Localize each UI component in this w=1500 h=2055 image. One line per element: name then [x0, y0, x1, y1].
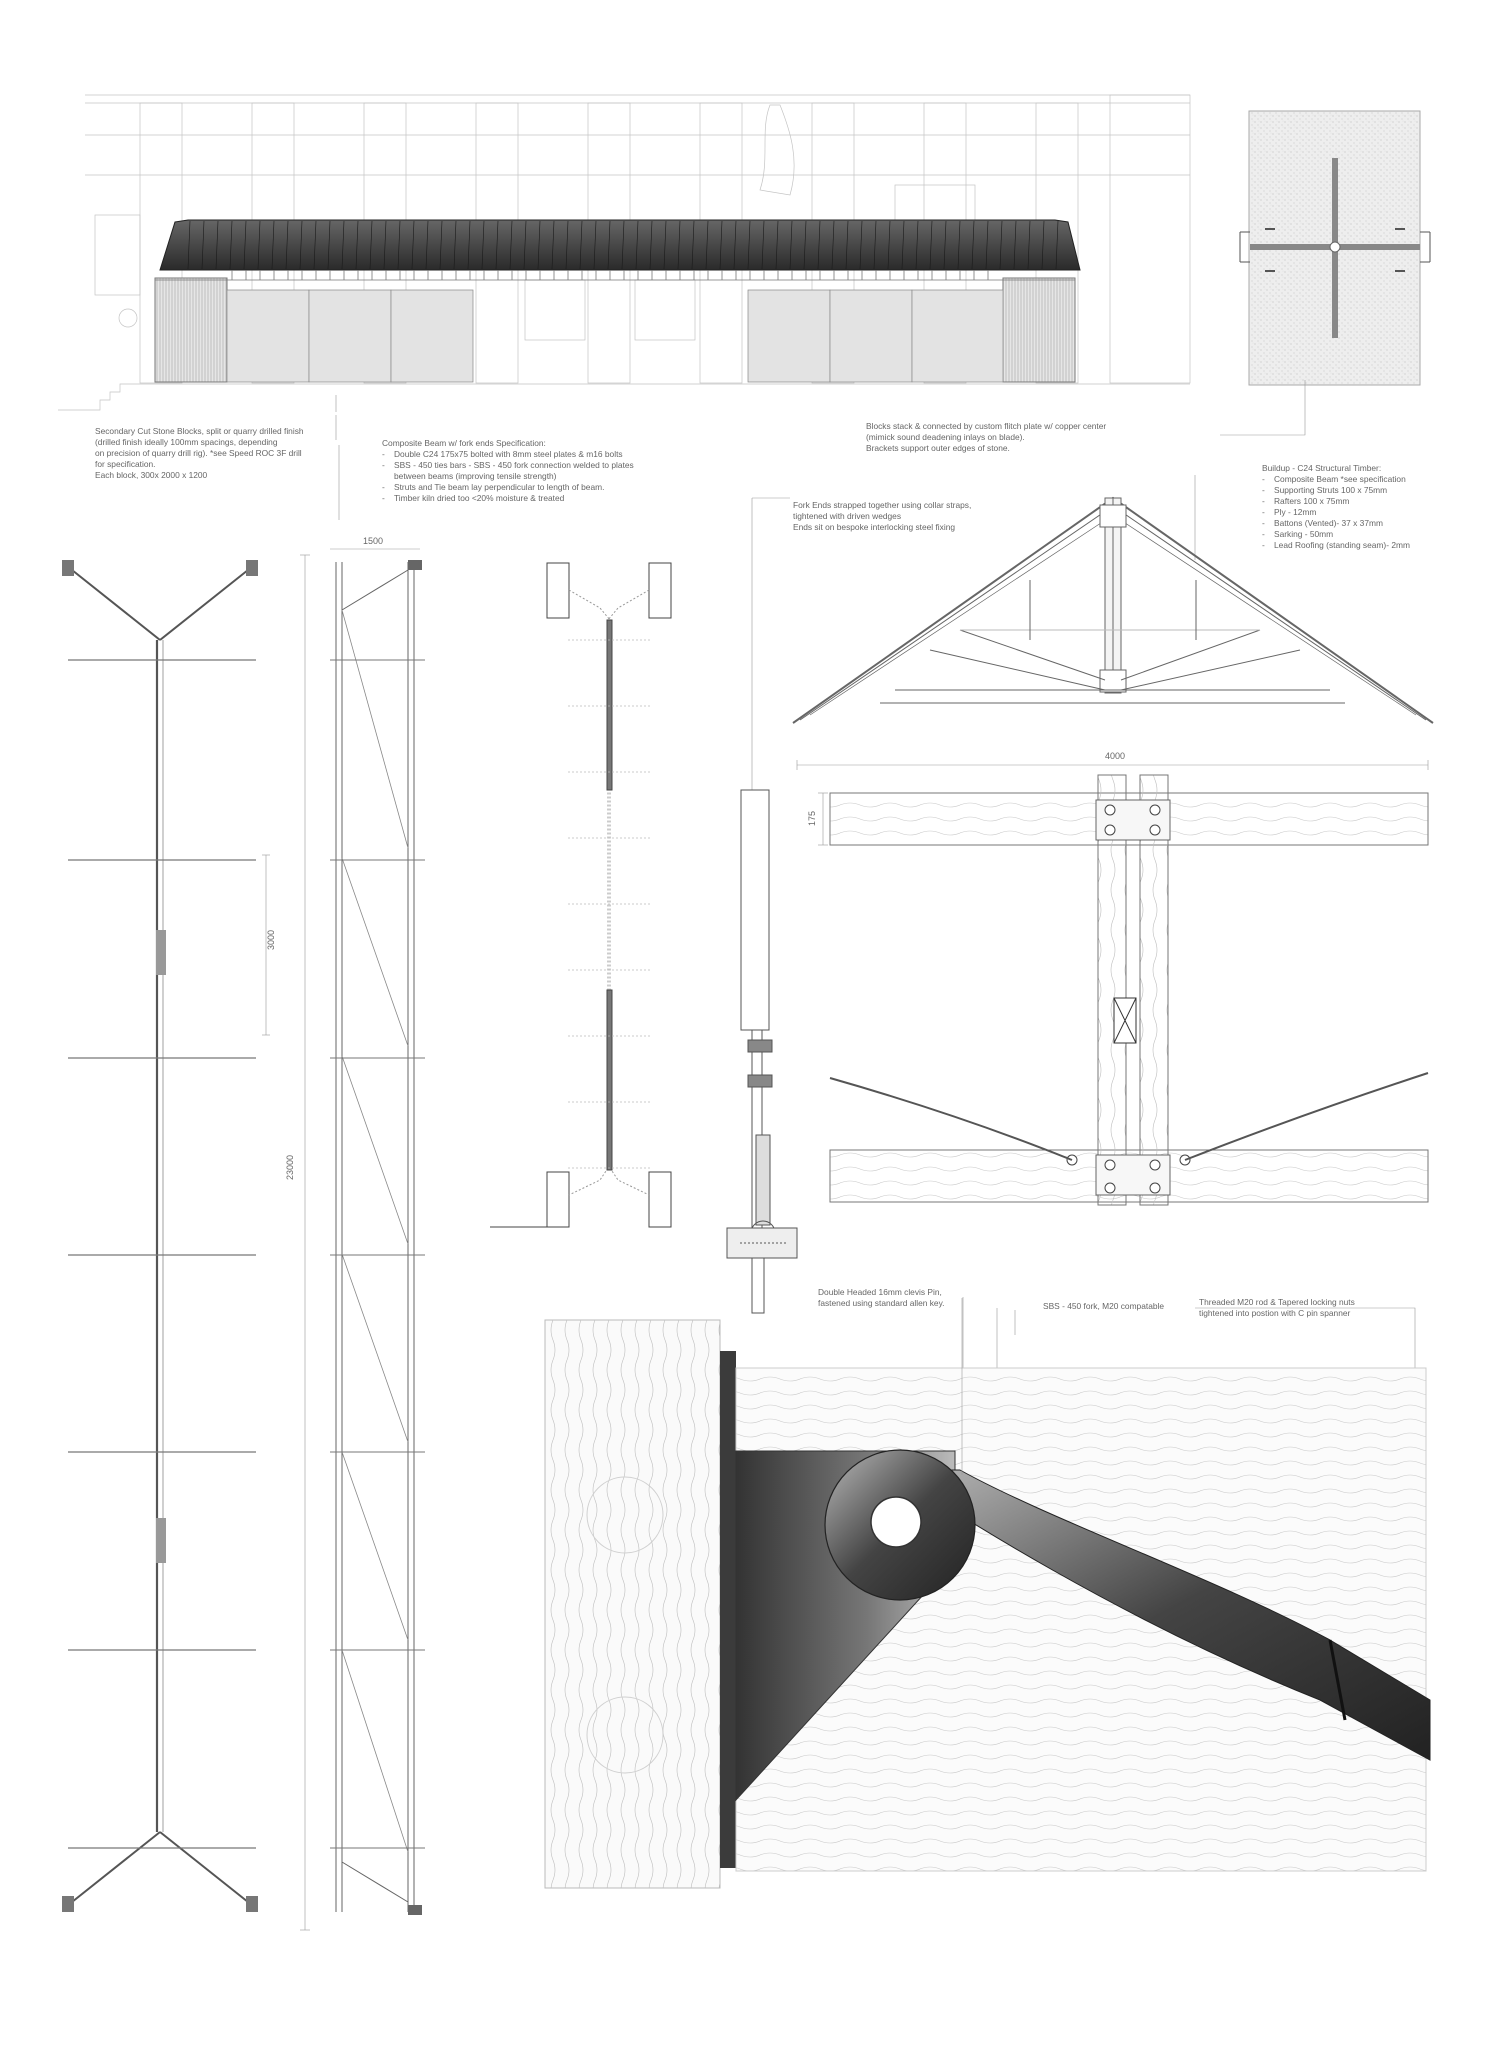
note-line: on precision of quarry drill rig). *see Speed ROC 3F drill [95, 448, 302, 458]
truss-elevation [330, 560, 425, 1915]
note-line: for specification. [95, 459, 156, 469]
beam-section [490, 563, 671, 1227]
fork-end-elevation [727, 790, 797, 1313]
dimension-4000 [797, 760, 1428, 770]
truss-diagonal [342, 858, 408, 1046]
note-item: - Composite Beam *see specification [1262, 474, 1462, 485]
note-title: Composite Beam w/ fork ends Specification: [382, 438, 546, 448]
truss-diagonal [342, 1254, 408, 1442]
truss-diagonal [342, 610, 408, 848]
dim-4000: 4000 [1105, 751, 1126, 761]
truss-diagonal [342, 1056, 408, 1244]
note-item: - Double C24 175x75 bolted with 8mm steel plates & m16 bolts [382, 449, 642, 460]
note-line: tightened with driven wedges [793, 511, 902, 521]
note-item: - Lead Roofing (standing seam)- 2mm [1262, 540, 1462, 551]
truss-diagonal [342, 1650, 408, 1852]
dim-1500: 1500 [363, 536, 384, 546]
note-item: - Struts and Tie beam lay perpendicular to length of beam. [382, 482, 642, 493]
stone-block-detail [1240, 111, 1430, 385]
note-line: Blocks stack & connected by custom flitch plate w/ copper center [866, 421, 1107, 431]
stone-panels [227, 290, 1003, 382]
leader-lines [336, 380, 1415, 1465]
elevation-drawing [58, 95, 1190, 410]
note-item: - Timber kiln dried too <20% moisture & treated [382, 493, 642, 504]
stone-block-left [155, 278, 227, 382]
dim-175: 175 [807, 810, 817, 826]
pin-joint-detail [545, 1320, 1430, 1888]
note-item: - Sarking - 50mm [1262, 529, 1462, 540]
note-item: - SBS - 450 ties bars - SBS - 450 fork connection welded to plates between beams (improving tensile strength) [382, 460, 642, 482]
note-title: Buildup - C24 Structural Timber: [1262, 463, 1382, 473]
note-line: Double Headed 16mm clevis Pin, [818, 1287, 942, 1297]
dimension-175 [818, 793, 828, 845]
note-line: Fork Ends strapped together using collar straps, [793, 500, 972, 510]
note-item: - Ply - 12mm [1262, 507, 1462, 518]
eave-struts [232, 270, 988, 280]
truss-connection-detail [830, 775, 1428, 1205]
roof-truss [793, 498, 1433, 723]
note-line: Ends sit on bespoke interlocking steel fixing [793, 522, 956, 532]
note-item: - Supporting Struts 100 x 75mm [1262, 485, 1462, 496]
truss-diagonal [342, 1452, 408, 1640]
dimension-lines [262, 549, 420, 1930]
note-line: Each block, 300x 2000 x 1200 [95, 470, 208, 480]
note-line: SBS - 450 fork, M20 compatable [1043, 1301, 1165, 1311]
note-line: Secondary Cut Stone Blocks, split or quarry drilled finish [95, 426, 304, 436]
beam-elevation [62, 560, 258, 1912]
dim-3000: 3000 [266, 929, 276, 950]
note-line: fastened using standard allen key. [818, 1298, 945, 1308]
note-line: Threaded M20 rod & Tapered locking nuts [1199, 1297, 1355, 1307]
dim-23000: 23000 [285, 1154, 295, 1180]
note-line: tightened into postion with C pin spanner [1199, 1308, 1351, 1318]
note-line: Brackets support outer edges of stone. [866, 443, 1010, 453]
note-line: (mimick sound deadening inlays on blade). [866, 432, 1025, 442]
stone-block-right [1003, 278, 1075, 382]
note-line: (drilled finish ideally 100mm spacings, depending [95, 437, 278, 447]
lead-roof [160, 220, 1080, 270]
note-item: - Battons (Vented)- 37 x 37mm [1262, 518, 1462, 529]
note-item: - Rafters 100 x 75mm [1262, 496, 1462, 507]
